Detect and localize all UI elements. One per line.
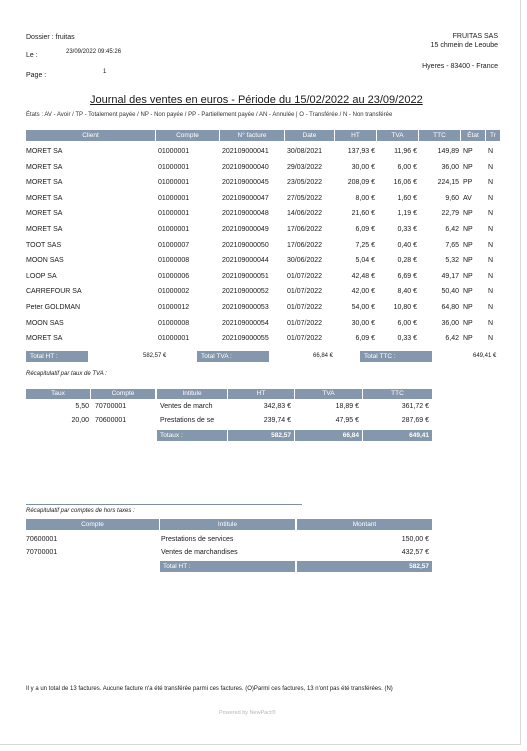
journal-cell: 0,33 € — [397, 335, 417, 343]
journal-cell: 01000007 — [158, 241, 190, 249]
journal-cell: 01000001 — [158, 179, 190, 187]
journal-cell: 202109000041 — [222, 148, 269, 155]
recap-ht-col-header: Montant — [297, 519, 432, 530]
powered-by: Powered by NewPact® — [219, 710, 276, 716]
recap-tva-col-header: HT — [228, 389, 294, 399]
journal-cell: 01/07/2022 — [287, 335, 323, 343]
recap-ht-cell: 432,57 € — [401, 549, 429, 556]
journal-cell: 01000006 — [158, 272, 190, 280]
company-address-street: 15 chmein de Leoube — [430, 42, 498, 49]
journal-cell: MORET SA — [26, 210, 63, 218]
recap-tva-cell: 20,00 — [71, 417, 89, 424]
recap-ht-total-label: Total HT : — [160, 561, 295, 572]
journal-cell: NP — [463, 148, 473, 155]
journal-cell: N — [488, 226, 494, 233]
journal-cell: N — [488, 257, 494, 265]
journal-cell: N — [488, 148, 494, 155]
journal-col-header: N° facture — [220, 130, 284, 141]
journal-cell: 7,65 — [445, 241, 459, 249]
journal-cell: 36,00 — [441, 319, 459, 327]
journal-cell: 1,19 € — [397, 210, 417, 218]
page-number: 1 — [103, 69, 107, 75]
page-title: Journal des ventes en euros - Période du 15/02/2022 au 23/09/2022 — [90, 94, 423, 106]
journal-cell: 01000001 — [158, 226, 190, 233]
journal-cell: 50,40 — [441, 288, 459, 296]
journal-cell: 27/05/2022 — [287, 194, 323, 202]
le-label: Le : — [26, 52, 38, 59]
journal-col-header: Tr — [486, 130, 500, 141]
recap-ht-cell: Ventes de marchandises — [161, 549, 238, 556]
recap-tva-cell: 342,83 € — [263, 403, 291, 410]
journal-cell: 202109000053 — [222, 304, 269, 311]
recap-ht-title: Récapitulatif par comptes de hors taxes : — [26, 508, 135, 514]
recap-tva-col-header: Taux — [26, 389, 90, 399]
recap-tva-col-header: Compte — [91, 389, 155, 399]
journal-cell: NP — [463, 226, 473, 233]
journal-cell: MORET SA — [26, 194, 63, 202]
journal-cell: MOON SAS — [26, 319, 64, 327]
journal-cell: 6,42 — [445, 335, 459, 343]
journal-cell: 01/07/2022 — [287, 288, 323, 296]
journal-cell: 01/07/2022 — [287, 304, 323, 311]
recap-ht-cell: 150,00 € — [401, 536, 429, 543]
journal-cell: 224,15 — [437, 179, 459, 187]
journal-cell: 202109000044 — [222, 257, 269, 265]
journal-cell: MORET SA — [26, 179, 63, 187]
recap-tva-totals-label: Totaux : — [157, 430, 227, 441]
journal-cell: 10,80 € — [393, 304, 417, 311]
journal-cell: 01/07/2022 — [287, 319, 323, 327]
journal-cell: 42,00 € — [351, 288, 375, 296]
journal-cell: 01000001 — [158, 210, 190, 218]
journal-cell: N — [488, 272, 494, 280]
journal-cell: 202109000048 — [222, 210, 269, 218]
journal-cell: 01000012 — [158, 304, 190, 311]
journal-cell: 01000001 — [158, 163, 190, 171]
journal-cell: 17/06/2022 — [287, 241, 323, 249]
journal-cell: N — [488, 304, 494, 311]
journal-cell: 202109000040 — [222, 163, 269, 171]
journal-cell: 8,00 € — [355, 194, 375, 202]
journal-cell: 17/06/2022 — [287, 226, 323, 233]
recap-tva-cell: 5,50 — [75, 403, 89, 410]
journal-cell: 36,00 — [441, 163, 459, 171]
journal-cell: 29/03/2022 — [287, 163, 323, 171]
journal-cell: CARREFOUR SA — [26, 288, 82, 296]
summary-text: Il y a un total de 13 factures. Aucune facture n'a été transférée parmi ces factures. (O)Parmi ces factures, 13 n'ont pas été transférées. (N) — [26, 686, 393, 692]
recap-tva-col-header: TTC — [363, 389, 432, 399]
journal-cell: 202109000045 — [222, 179, 269, 187]
journal-cell: MORET SA — [26, 226, 63, 233]
journal-cell: 42,48 € — [351, 272, 375, 280]
journal-cell: 23/05/2022 — [287, 179, 323, 187]
journal-cell: N — [488, 241, 494, 249]
journal-cell: 0,28 € — [397, 257, 417, 265]
recap-tva-cell: 361,72 € — [401, 403, 429, 410]
recap-tva-cell: Ventes de march — [160, 403, 213, 410]
journal-cell: 01/07/2022 — [287, 272, 323, 280]
journal-cell: 01000008 — [158, 257, 190, 265]
total-ttc-value: 649,41 € — [473, 353, 497, 359]
journal-cell: 6,09 € — [355, 335, 375, 343]
journal-cell: 6,42 — [445, 226, 459, 233]
journal-cell: 49,17 — [441, 272, 459, 280]
recap-tva-cell: 70600001 — [95, 417, 127, 424]
total-ttc-label: Total TTC : — [360, 351, 432, 362]
recap-tva-cell: 239,74 € — [263, 417, 291, 424]
total-tva-value: 66,84 € — [313, 353, 334, 359]
journal-cell: 64,80 — [441, 304, 459, 311]
journal-col-header: État — [461, 130, 485, 141]
journal-cell: NP — [463, 304, 473, 311]
journal-cell: 149,89 — [437, 148, 459, 155]
journal-cell: MOON SAS — [26, 257, 64, 265]
journal-cell: 6,00 € — [397, 163, 417, 171]
journal-cell: NP — [463, 319, 473, 327]
section-divider — [26, 504, 302, 505]
recap-tva-total-ht: 582,57 — [228, 430, 294, 441]
journal-cell: 6,09 € — [355, 226, 375, 233]
journal-cell: 202109000051 — [222, 272, 269, 280]
journal-col-header: Client — [26, 130, 155, 141]
recap-tva-col-header: Intitule — [157, 389, 227, 399]
journal-cell: MORET SA — [26, 148, 63, 155]
journal-cell: N — [488, 210, 494, 218]
total-ht-label: Total HT : — [26, 351, 88, 362]
recap-tva-cell: Prestations de se — [160, 417, 215, 424]
journal-cell: 30,00 € — [351, 319, 375, 327]
recap-tva-cell: 47,95 € — [335, 417, 359, 424]
journal-cell: MORET SA — [26, 335, 63, 343]
journal-cell: NP — [463, 335, 473, 343]
recap-ht-cell: 70600001 — [26, 536, 58, 543]
journal-col-header: TVA — [377, 130, 418, 141]
journal-col-header: Date — [285, 130, 334, 141]
journal-cell: 01000002 — [158, 288, 190, 296]
journal-cell: LOOP SA — [26, 272, 57, 280]
journal-cell: N — [488, 319, 494, 327]
journal-cell: 5,32 — [445, 257, 459, 265]
journal-cell: 0,33 € — [397, 226, 417, 233]
journal-cell: 6,00 € — [397, 319, 417, 327]
journal-cell: TOOT SAS — [26, 241, 62, 249]
journal-cell: 30/06/2022 — [287, 257, 323, 265]
journal-cell: 1,60 € — [397, 194, 417, 202]
recap-tva-col-header: TVA — [295, 389, 362, 399]
recap-ht-total-value: 582,57 — [297, 561, 432, 572]
journal-cell: MORET SA — [26, 163, 63, 171]
journal-cell: 202109000049 — [222, 226, 269, 233]
journal-cell: N — [488, 288, 494, 296]
journal-cell: N — [488, 194, 494, 202]
recap-ht-col-header: Compte — [26, 519, 159, 530]
recap-ht-cell: Prestations de services — [161, 536, 234, 543]
journal-col-header: Compte — [156, 130, 219, 141]
recap-tva-total-ttc: 649,41 — [363, 430, 432, 441]
journal-cell: 16,06 € — [393, 179, 417, 187]
journal-cell: PP — [463, 179, 473, 187]
journal-cell: 14/06/2022 — [287, 210, 323, 218]
journal-cell: 01000001 — [158, 194, 190, 202]
journal-cell: NP — [463, 163, 473, 171]
journal-cell: 202109000047 — [222, 194, 269, 202]
recap-ht-cell: 70700001 — [26, 549, 58, 556]
journal-cell: 202109000055 — [222, 335, 269, 343]
journal-col-header: HT — [335, 130, 376, 141]
total-ht-value: 582,57 € — [143, 353, 167, 359]
recap-tva-cell: 287,69 € — [401, 417, 429, 424]
journal-cell: 01000001 — [158, 148, 190, 155]
journal-cell: 0,40 € — [397, 241, 417, 249]
company-name: FRUITAS SAS — [452, 33, 498, 40]
journal-cell: NP — [463, 288, 473, 296]
dossier-label: Dossier : fruitas — [26, 34, 75, 41]
journal-cell: NP — [463, 210, 473, 218]
journal-cell: N — [488, 163, 494, 171]
journal-cell: 208,09 € — [347, 179, 375, 187]
journal-cell: 6,69 € — [397, 272, 417, 280]
journal-cell: 01000001 — [158, 335, 190, 343]
report-datetime: 23/09/2022 09:45:26 — [66, 49, 122, 55]
journal-cell: N — [488, 179, 494, 187]
journal-cell: Peter GOLDMAN — [26, 304, 81, 311]
journal-cell: 30/08/2021 — [287, 148, 323, 155]
recap-tva-title: Récapitulatif par taux de TVA : — [26, 371, 107, 377]
journal-cell: 202109000050 — [222, 241, 269, 249]
journal-cell: 22,79 — [441, 210, 459, 218]
journal-cell: 8,40 € — [397, 288, 417, 296]
recap-tva-total-tva: 66,84 — [295, 430, 362, 441]
journal-cell: 54,00 € — [351, 304, 375, 311]
recap-ht-col-header: Intitule — [160, 519, 295, 530]
journal-col-header: TTC — [419, 130, 460, 141]
journal-cell: NP — [463, 272, 473, 280]
status-legend: États : AV - Avoir / TP - Totalement payée / NP - Non payée / PP - Partiellement payée / AN - Annulée | O - Transférée / N - Non transférée — [26, 112, 393, 118]
journal-cell: 7,25 € — [355, 241, 375, 249]
journal-cell: NP — [463, 257, 473, 265]
journal-cell: 137,93 € — [347, 148, 375, 155]
journal-cell: 21,60 € — [351, 210, 375, 218]
recap-tva-cell: 18,89 € — [335, 403, 359, 410]
journal-cell: 5,04 € — [355, 257, 375, 265]
journal-cell: 202109000054 — [222, 319, 269, 327]
journal-cell: N — [488, 335, 494, 343]
journal-cell: NP — [463, 241, 473, 249]
total-tva-label: Total TVA : — [197, 351, 269, 362]
journal-cell: 01000008 — [158, 319, 190, 327]
journal-cell: 9,60 — [445, 194, 459, 202]
journal-cell: 11,96 € — [394, 148, 417, 155]
journal-cell: 202109000052 — [222, 288, 269, 296]
recap-tva-cell: 70700001 — [95, 403, 127, 410]
journal-cell: AV — [463, 194, 472, 202]
journal-cell: 30,00 € — [351, 163, 375, 171]
page-label: Page : — [26, 72, 47, 79]
company-address-city: Hyeres - 83400 - France — [422, 63, 498, 70]
